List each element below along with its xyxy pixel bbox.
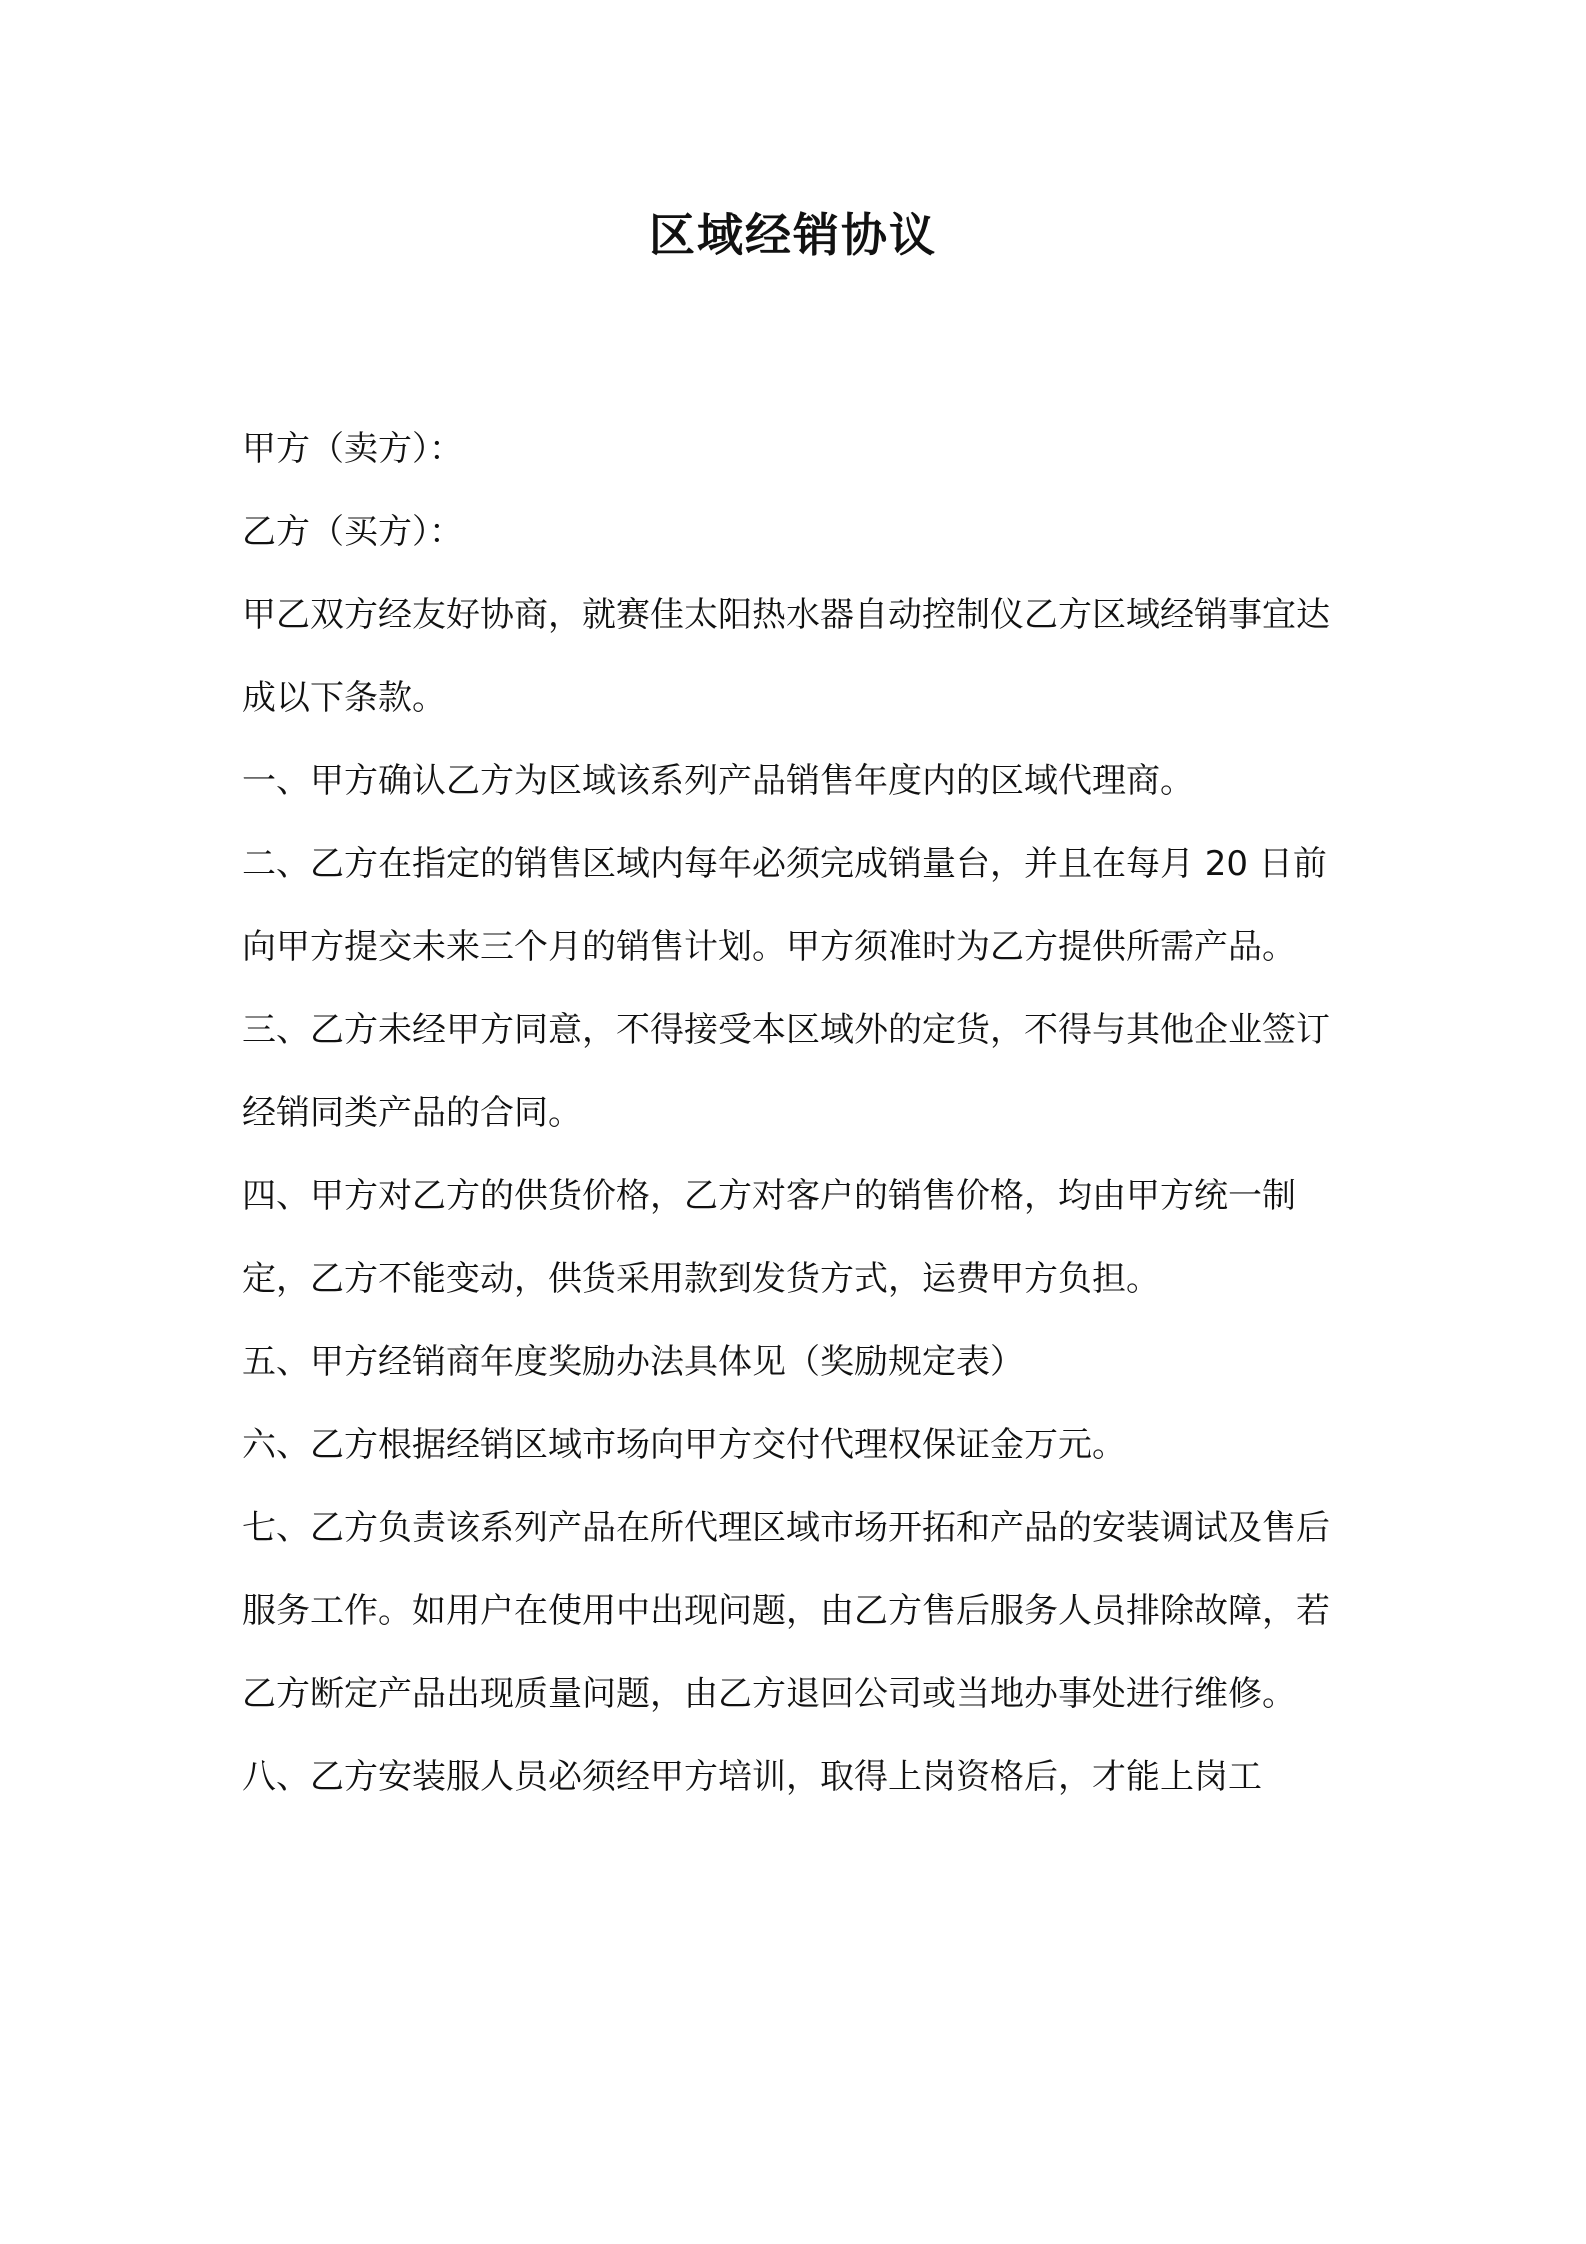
clause-4: 四、甲方对乙方的供货价格，乙方对客户的销售价格，均由甲方统一制定，乙方不能变动，供货采用款到发货方式，运费甲方负担。 (242, 1176, 1296, 1299)
party-a-line: 甲方（卖方）： (242, 429, 463, 469)
clause-5: 五、甲方经销商年度奖励办法具体见（奖励规定表） (242, 1342, 1024, 1382)
clause-2: 二、乙方在指定的销售区域内每年必须完成销量台，并且在每月 20 日前向甲方提交未来三个月的销售计划。甲方须准时为乙方提供所需产品。 (242, 844, 1327, 967)
clause-6: 六、乙方根据经销区域市场向甲方交付代理权保证金万元。 (242, 1425, 1126, 1465)
clause-1: 一、甲方确认乙方为区域该系列产品销售年度内的区域代理商。 (242, 761, 1194, 801)
party-b-line: 乙方（买方）： (242, 512, 463, 552)
intro-paragraph: 甲乙双方经友好协商，就赛佳太阳热水器自动控制仪乙方区域经销事宜达成以下条款。 (242, 595, 1330, 718)
clause-7: 七、乙方负责该系列产品在所代理区域市场开拓和产品的安装调试及售后服务工作。如用户在使用中出现问题，由乙方售后服务人员排除故障，若乙方断定产品出现质量问题，由乙方退回公司或当地办事处进行维修。 (242, 1508, 1330, 1714)
document-title: 区域经销协议 (649, 208, 937, 262)
clause-3: 三、乙方未经甲方同意，不得接受本区域外的定货，不得与其他企业签订经销同类产品的合同。 (242, 1010, 1330, 1133)
clause-8: 八、乙方安装服人员必须经甲方培训，取得上岗资格后，才能上岗工 (242, 1757, 1262, 1797)
document-body (242, 408, 1352, 1819)
